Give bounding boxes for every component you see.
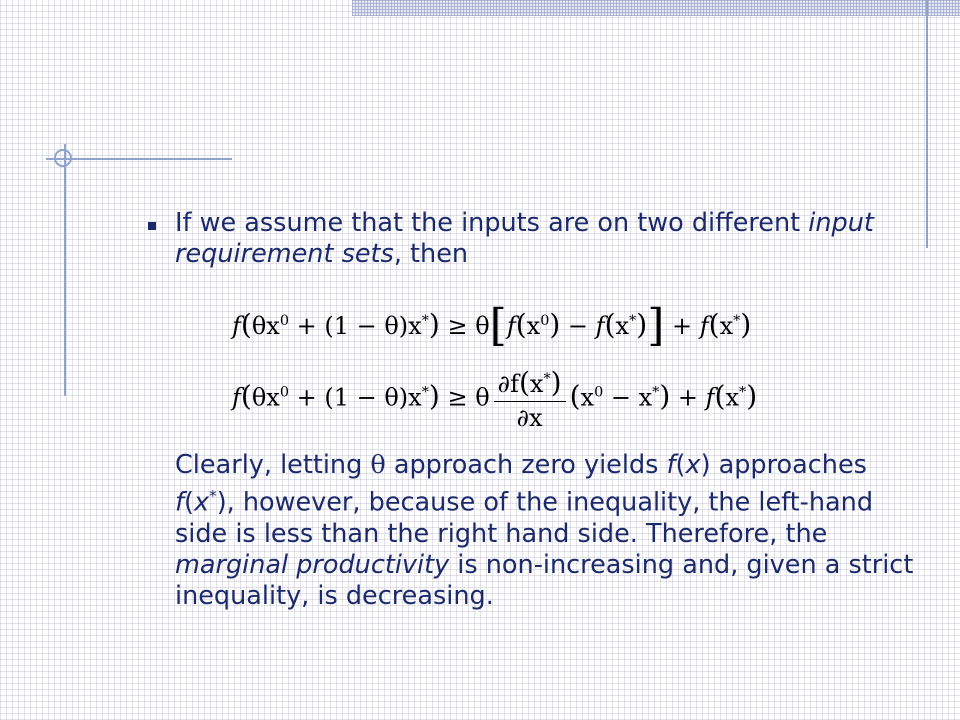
horizontal-decorative-rule bbox=[46, 158, 232, 160]
inequality-formula-2 bbox=[232, 366, 757, 432]
f2-num-x: x bbox=[529, 370, 544, 398]
para1-text-c: , then bbox=[393, 239, 469, 269]
top-decorative-band bbox=[352, 0, 960, 16]
fxstar-sup: * bbox=[209, 487, 217, 505]
f2-partial-f: ∂f bbox=[497, 370, 519, 398]
f2-last-close: ) bbox=[746, 379, 758, 413]
f1-p2c: ) bbox=[549, 308, 561, 341]
f2-sup0: 0 bbox=[279, 384, 289, 401]
f1-star2: * bbox=[629, 313, 637, 329]
bullet-paragraph bbox=[175, 208, 895, 270]
fx-open: ( bbox=[675, 450, 686, 480]
f1-minus: − bbox=[560, 312, 596, 340]
f2-f-last: f bbox=[705, 383, 715, 412]
f1-sup0b: 0 bbox=[540, 313, 550, 329]
corner-circle-ornament bbox=[54, 149, 72, 167]
f1-p3o: ( bbox=[604, 308, 616, 341]
vertical-decorative-rule bbox=[64, 144, 66, 396]
f1-geq-theta: ≥ θ bbox=[439, 312, 490, 340]
f1-paren-close: ) bbox=[428, 308, 440, 341]
f2-diff-minus: − x bbox=[603, 383, 653, 412]
f1-x0: x bbox=[526, 312, 541, 340]
right-decorative-rule bbox=[926, 0, 928, 248]
explanation-paragraph bbox=[175, 450, 915, 612]
f2-num-star: * bbox=[543, 371, 551, 387]
f2-last-x: x bbox=[725, 383, 740, 412]
marginal-productivity-term: marginal productivity bbox=[175, 549, 450, 580]
fx-close: ) bbox=[700, 450, 711, 480]
fxstar-f: f bbox=[175, 487, 184, 518]
para1-text-a: If we assume that the inputs are on two different bbox=[175, 208, 809, 238]
f1-xstar: x bbox=[615, 312, 630, 340]
derivative-fraction bbox=[494, 366, 566, 432]
f1-paren-open: ( bbox=[240, 308, 252, 341]
f2-star: * bbox=[421, 384, 429, 401]
f2-paren-close: ) bbox=[428, 379, 440, 413]
f1-f4: f bbox=[699, 312, 709, 340]
f2-paren-open: ( bbox=[240, 379, 252, 413]
f1-plus-term: + (1 − θ)x bbox=[288, 312, 422, 340]
para2-text-e: is non-increasing and, given a strict inequality, is decreasing. bbox=[175, 549, 914, 611]
f2-geq-theta: ≥ θ bbox=[439, 383, 490, 412]
inequality-formula-1 bbox=[232, 300, 752, 351]
f1-lhs-arg: θx bbox=[251, 312, 280, 340]
f2-diff-x: x bbox=[580, 383, 595, 412]
f1-p2o: ( bbox=[515, 308, 527, 341]
f2-last-star: * bbox=[739, 384, 747, 401]
fx-f: f bbox=[666, 450, 676, 480]
f1-bracket-close: ] bbox=[647, 300, 665, 351]
f1-sup0: 0 bbox=[279, 313, 289, 329]
f2-f: f bbox=[232, 383, 241, 412]
para2-text-a: Clearly, letting bbox=[175, 450, 371, 480]
f2-last-open: ( bbox=[714, 379, 726, 413]
f1-p4o: ( bbox=[708, 308, 720, 341]
f1-f3: f bbox=[595, 312, 605, 340]
f2-plus: + bbox=[670, 383, 706, 412]
theta-symbol: θ bbox=[370, 450, 386, 480]
f2-np-close: ) bbox=[550, 366, 562, 399]
f2-lhs-arg: θx bbox=[251, 383, 280, 412]
f2-diff-sup0: 0 bbox=[594, 384, 604, 401]
fx-x: x bbox=[685, 450, 701, 480]
f1-p3c: ) bbox=[636, 308, 648, 341]
fraction-numerator bbox=[494, 366, 566, 402]
para2-text-d: ), however, because of the inequality, the left-hand side is less than the right hand side. Therefore, the bbox=[175, 487, 874, 549]
f1-bracket-open: [ bbox=[489, 300, 507, 351]
para2-text-b: approach zero yields bbox=[385, 450, 667, 480]
bullet-square-icon bbox=[148, 222, 156, 230]
f1-plus: + bbox=[664, 312, 700, 340]
f1-star: * bbox=[421, 313, 429, 329]
f1-xstar2: x bbox=[719, 312, 734, 340]
f2-dp-close: ) bbox=[659, 379, 671, 413]
fxstar-x: x bbox=[193, 487, 210, 518]
f1-star3: * bbox=[733, 313, 741, 329]
f1-f2: f bbox=[506, 312, 516, 340]
f2-np-open: ( bbox=[518, 366, 530, 399]
f2-plus-term: + (1 − θ)x bbox=[288, 383, 422, 412]
fxstar-open: ( bbox=[183, 487, 194, 518]
f1-p4c: ) bbox=[740, 308, 752, 341]
para2-text-c: approaches bbox=[710, 450, 867, 480]
f1-f: f bbox=[232, 312, 241, 340]
fraction-denominator: ∂x bbox=[516, 404, 543, 432]
f2-dp-open: ( bbox=[569, 379, 581, 413]
f2-diff-star: * bbox=[652, 384, 660, 401]
para1-italic-term: input requirement sets bbox=[175, 208, 874, 269]
